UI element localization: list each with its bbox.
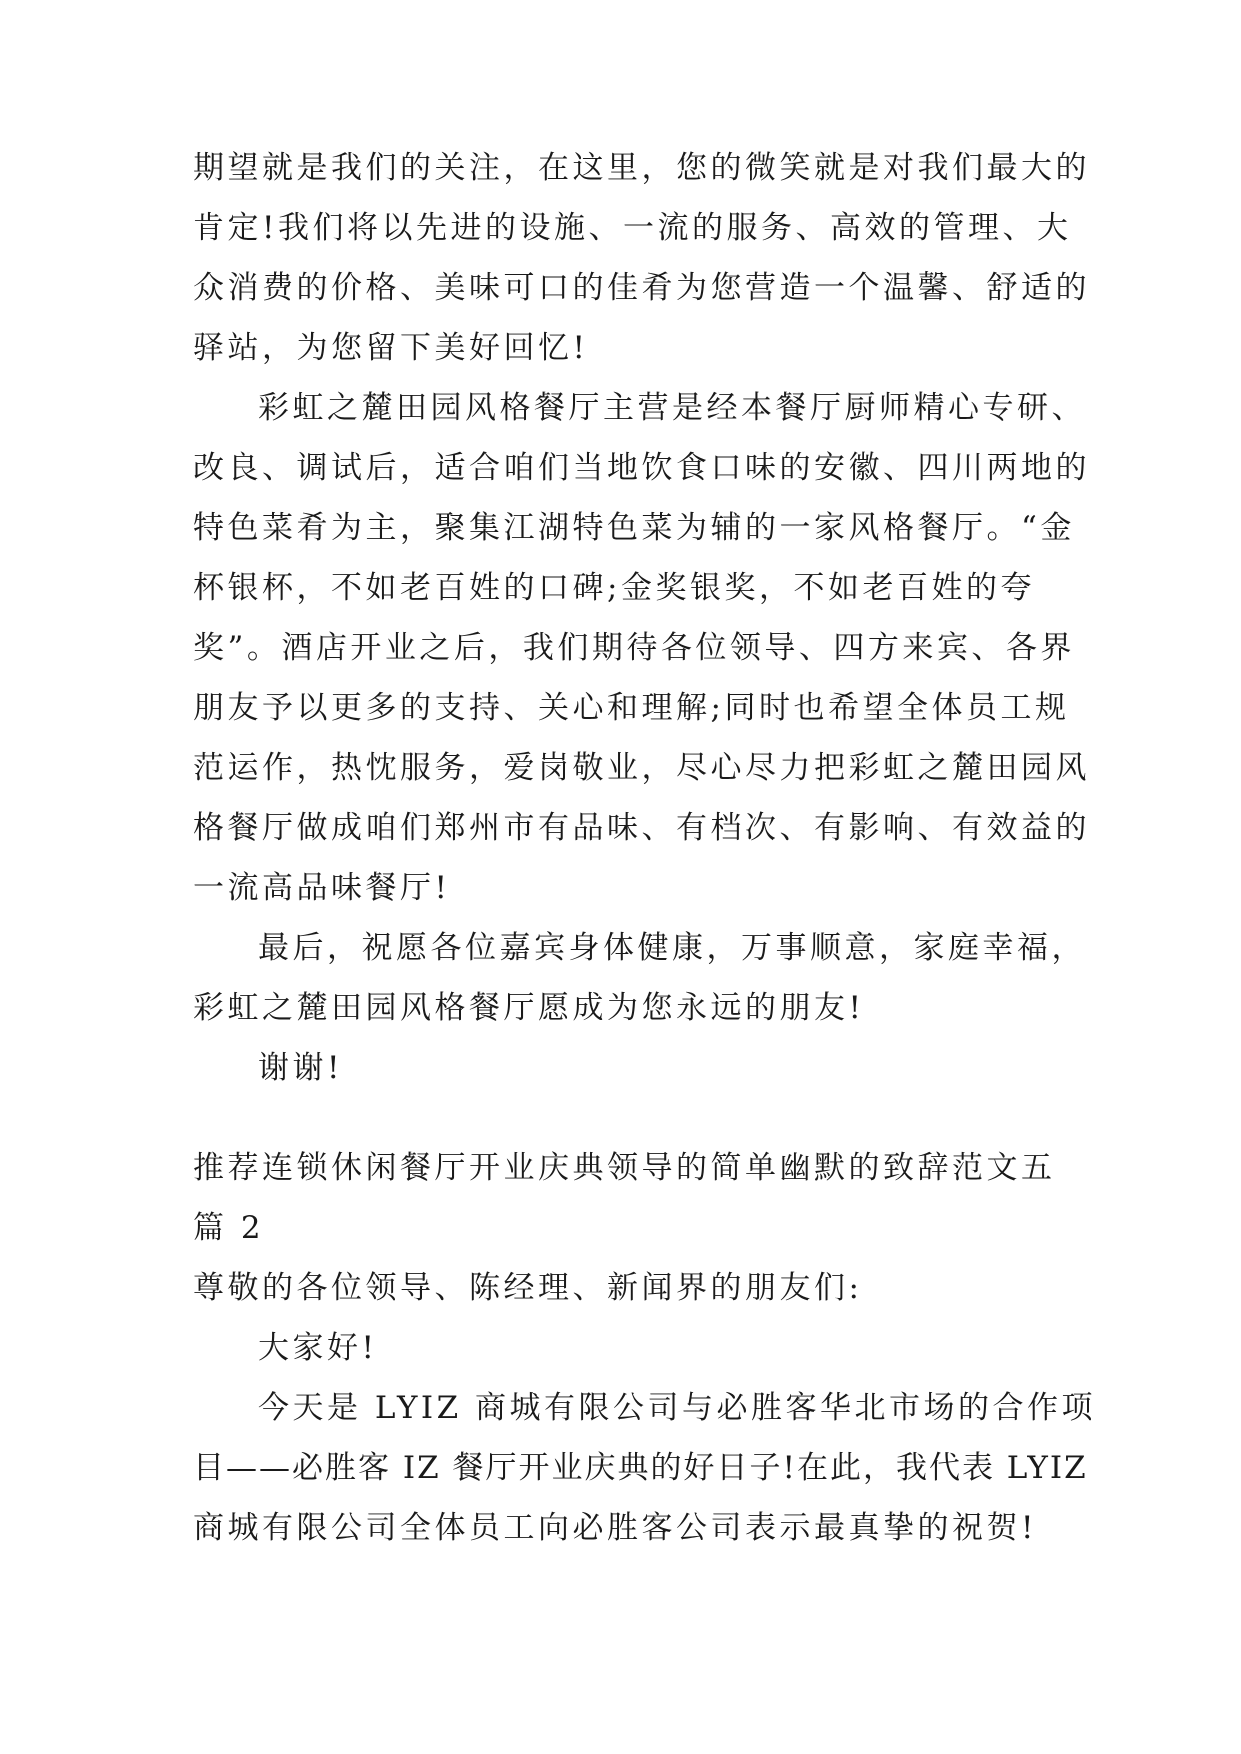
section-title: 篇 2 (193, 1210, 265, 1246)
paragraph-line: 彩虹之麓田园风格餐厅愿成为您永远的朋友! (193, 990, 865, 1026)
paragraph-line: 奖”。酒店开业之后，我们期待各位领导、四方来宾、各界 (193, 630, 1075, 666)
paragraph-line: 最后，祝愿各位嘉宾身体健康，万事顺意，家庭幸福， (258, 930, 1086, 966)
paragraph-line: 彩虹之麓田园风格餐厅主营是经本餐厅厨师精心专研、 (258, 390, 1086, 426)
paragraph-line: 杯银杯，不如老百姓的口碑;金奖银奖，不如老百姓的夸 (193, 570, 1035, 606)
paragraph-line: 范运作，热忱服务，爱岗敬业，尽心尽力把彩虹之麓田园风 (193, 750, 1090, 786)
paragraph-line: 格餐厅做成咱们郑州市有品味、有档次、有影响、有效益的 (193, 810, 1090, 846)
paragraph-line: 朋友予以更多的支持、关心和理解;同时也希望全体员工规 (193, 690, 1070, 726)
paragraph-line: 目——必胜客 IZ 餐厅开业庆典的好日子!在此，我代表 LYIZ (193, 1450, 1088, 1486)
paragraph-line: 驿站，为您留下美好回忆! (193, 330, 589, 366)
paragraph-line: 改良、调试后，适合咱们当地饮食口味的安徽、四川两地的 (193, 450, 1090, 486)
paragraph-line: 众消费的价格、美味可口的佳肴为您营造一个温馨、舒适的 (193, 270, 1090, 306)
paragraph-line: 商城有限公司全体员工向必胜客公司表示最真挚的祝贺! (193, 1510, 1037, 1546)
thanks-text: 谢谢! (258, 1050, 343, 1086)
section-title: 推荐连锁休闲餐厅开业庆典领导的简单幽默的致辞范文五 (193, 1150, 1056, 1186)
paragraph-line: 肯定!我们将以先进的设施、一流的服务、高效的管理、大 (193, 210, 1072, 246)
paragraph-line: 今天是 LYIZ 商城有限公司与必胜客华北市场的合作项 (258, 1390, 1097, 1426)
salutation: 尊敬的各位领导、陈经理、新闻界的朋友们: (193, 1270, 863, 1306)
paragraph-line: 一流高品味餐厅! (193, 870, 451, 906)
paragraph-line: 期望就是我们的关注，在这里，您的微笑就是对我们最大的 (193, 150, 1090, 186)
greeting: 大家好! (258, 1330, 378, 1366)
paragraph-line: 特色菜肴为主，聚集江湖特色菜为辅的一家风格餐厅。“金 (193, 510, 1075, 546)
